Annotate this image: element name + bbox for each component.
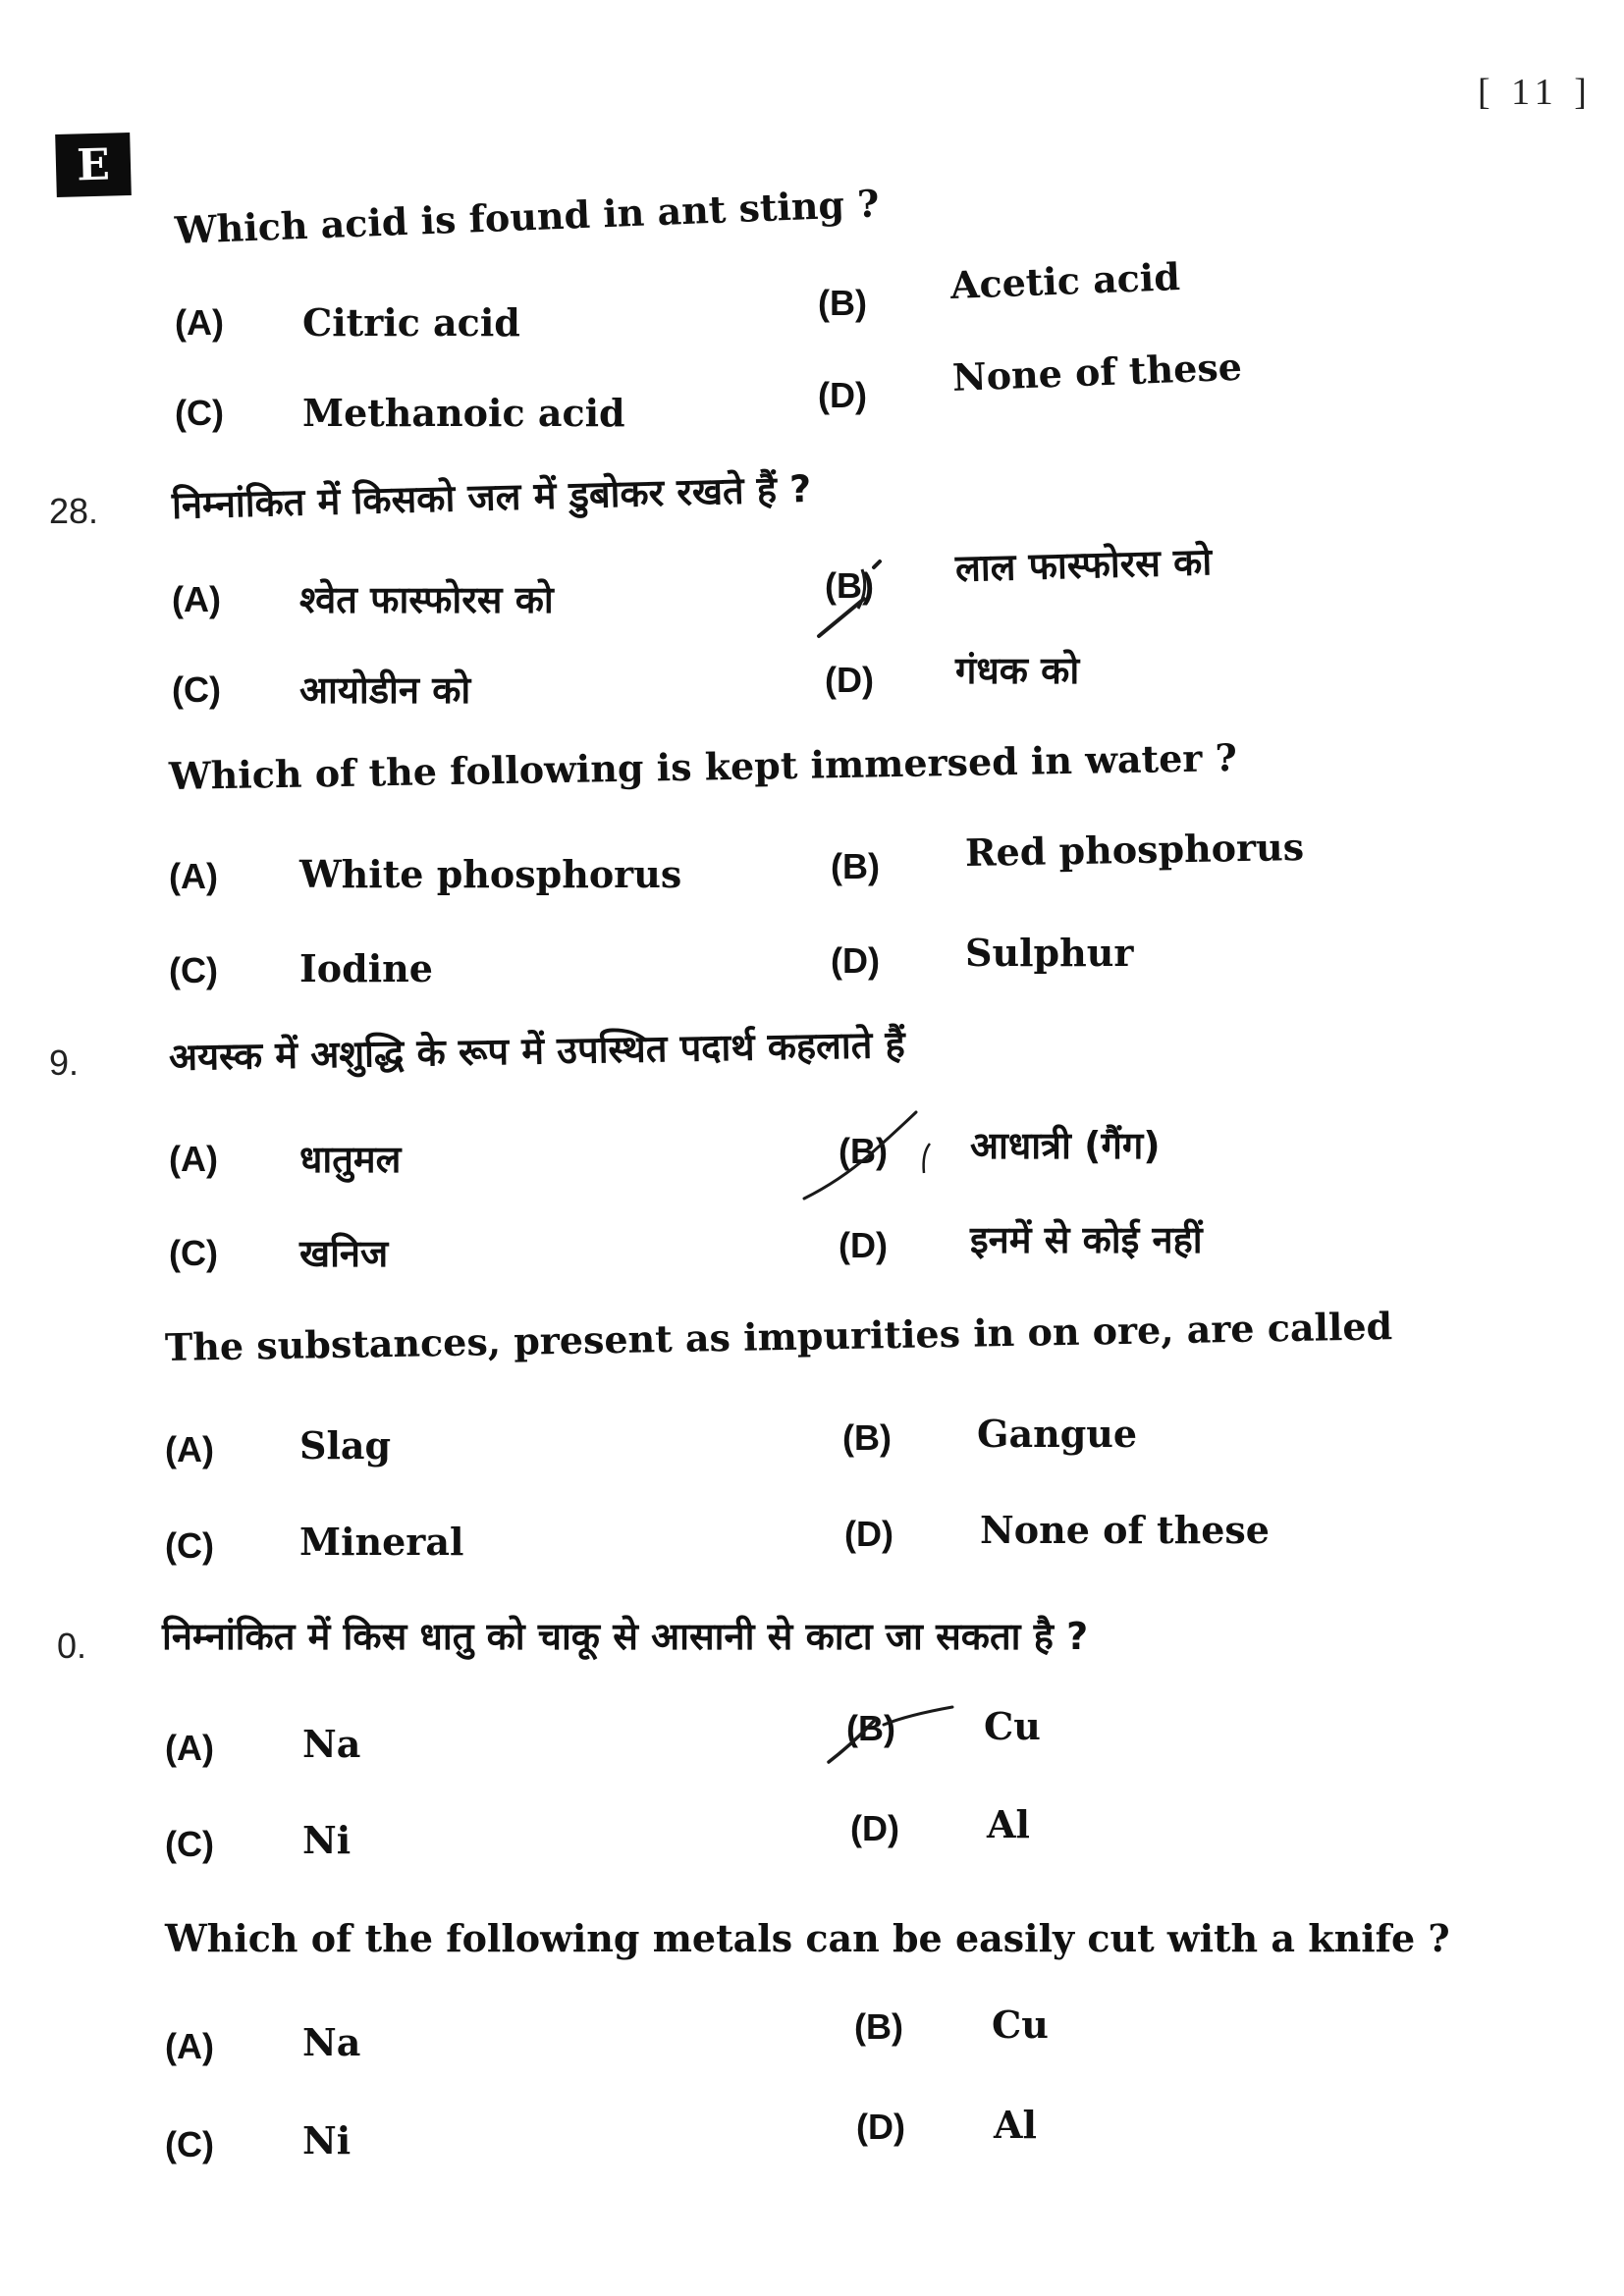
option-label: (D) [831, 940, 880, 981]
handwritten-tick-icon [825, 1703, 962, 1772]
option-text: Al [994, 2103, 1037, 2147]
option-label: (C) [175, 393, 224, 433]
option-text: Citric acid [302, 300, 520, 345]
option-label: (A) [169, 856, 218, 896]
option-text: Na [302, 1722, 361, 1766]
option-text: Iodine [299, 946, 433, 990]
option-label: (A) [165, 1429, 214, 1469]
option-text: Mineral [299, 1520, 464, 1564]
option-text: लाल फास्फोरस को [954, 540, 1213, 590]
question-number: 9. [49, 1042, 80, 1083]
option-label: (A) [165, 1728, 214, 1768]
option-label: (D) [825, 660, 874, 700]
page-number: [ 11 ] [1478, 72, 1593, 113]
option-text: Methanoic acid [302, 391, 625, 435]
question-text-hindi: निम्नांकित में किसको जल में डुबोकर रखते हैं ? [171, 466, 812, 527]
option-text: Cu [984, 1704, 1041, 1748]
option-text: Slag [299, 1423, 392, 1468]
option-label: (C) [169, 1233, 218, 1273]
option-label: (C) [172, 669, 221, 710]
option-label: (B) [842, 1417, 892, 1458]
question-text-hindi: अयस्क में अशुद्धि के रूप में उपस्थित पदार्थ कहलाते हैं [168, 1022, 906, 1079]
option-label: (D) [844, 1514, 893, 1554]
option-text: Acetic acid [949, 254, 1181, 307]
option-label: (C) [165, 1824, 214, 1864]
option-text: गंधक को [955, 649, 1080, 692]
option-text: Al [987, 1802, 1030, 1846]
option-label: (D) [839, 1225, 888, 1265]
question-number: 28. [49, 491, 99, 531]
option-text: इनमें से कोई नहीं [970, 1218, 1203, 1261]
question-text-english: The substances, present as impurities in on ore, are called [164, 1304, 1393, 1369]
option-text: Ni [302, 2118, 352, 2163]
option-text: आयोडीन को [299, 668, 471, 712]
option-text: None of these [951, 344, 1243, 400]
option-label: (B) [831, 846, 880, 886]
option-label: (B) [839, 1131, 888, 1171]
option-label: (C) [169, 950, 218, 990]
option-label: (A) [172, 579, 221, 619]
question-text-hindi: निम्नांकित में किस धातु को चाकू से आसानी से काटा जा सकता है ? [162, 1615, 1089, 1658]
option-label: (B) [846, 1708, 895, 1748]
handwritten-tick-icon [800, 1104, 967, 1212]
option-label: (C) [165, 1525, 214, 1566]
question-number: 0. [57, 1626, 87, 1666]
handwritten-tick-icon [815, 560, 903, 648]
option-text: None of these [980, 1508, 1270, 1552]
option-label: (D) [856, 2107, 905, 2147]
option-label: (B) [818, 283, 867, 323]
option-text: White phosphorus [299, 852, 682, 896]
question-set-badge: E [55, 133, 132, 197]
option-text: धातुमल [299, 1138, 402, 1181]
option-text: खनिज [299, 1232, 389, 1275]
option-text: Gangue [977, 1412, 1138, 1456]
option-text: Red phosphorus [964, 824, 1305, 875]
option-label: (C) [165, 2124, 214, 2164]
option-text: आधात्री (गैंग) [970, 1124, 1161, 1167]
option-text: Ni [302, 1818, 352, 1862]
option-text: श्वेत फास्फोरस को [299, 578, 554, 621]
option-label: (D) [818, 375, 867, 415]
option-text: Na [302, 2020, 361, 2064]
question-text-english: Which acid is found in ant sting ? [174, 181, 881, 252]
option-text: Sulphur [965, 931, 1134, 975]
option-label: (A) [169, 1139, 218, 1179]
option-text: Cu [992, 2002, 1049, 2047]
option-label: (A) [165, 2026, 214, 2066]
option-label: (A) [175, 302, 224, 343]
option-label: (B) [854, 2006, 903, 2047]
question-text-english: Which of the following is kept immersed in water ? [168, 735, 1238, 798]
option-label: (B) [825, 565, 874, 606]
option-label: (D) [850, 1808, 899, 1848]
question-text-english: Which of the following metals can be easily cut with a knife ? [165, 1916, 1450, 1960]
